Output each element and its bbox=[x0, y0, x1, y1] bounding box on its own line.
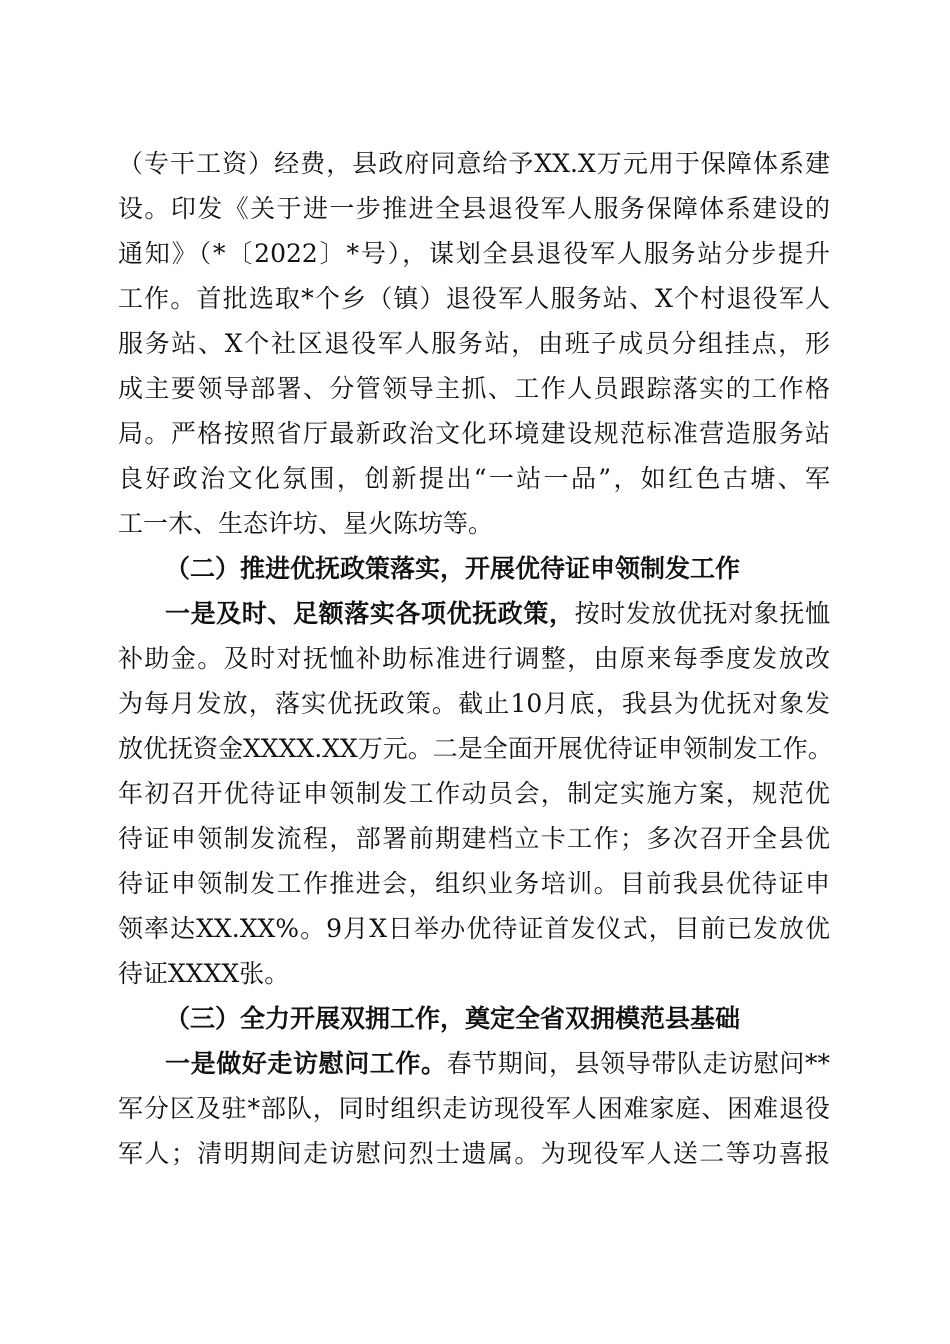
paragraph-1-line-2: 设。印发《关于进一步推进全县退役军人服务保障体系建设的 bbox=[118, 194, 830, 223]
paragraph-2-line-4: 放优抚资金XXXX.XX万元。二是全面开展优待证申领制发工作。 bbox=[118, 734, 833, 763]
paragraph-2-line-6: 待证申领制发流程，部署前期建档立卡工作；多次召开全县优 bbox=[118, 824, 830, 853]
paragraph-1-line-4: 工作。首批选取*个乡（镇）退役军人服务站、X个村退役军人 bbox=[118, 284, 830, 313]
paragraph-1-line-5: 服务站、X个社区退役军人服务站，由班子成员分组挂点，形 bbox=[118, 329, 830, 358]
paragraph-3-line-3: 军人；清明期间走访慰问烈士遗属。为现役军人送二等功喜报 bbox=[118, 1139, 830, 1168]
paragraph-1-line-9: 工一木、生态许坊、星火陈坊等。 bbox=[118, 509, 494, 538]
paragraph-2-line-5: 年初召开优待证申领制发工作动员会，制定实施方案，规范优 bbox=[118, 779, 830, 808]
paragraph-3-lead: 一是做好走访慰问工作。 bbox=[165, 1049, 447, 1078]
paragraph-2-line-3: 为每月发放，落实优抚政策。截止10月底，我县为优抚对象发 bbox=[118, 689, 830, 718]
paragraph-1-line-6: 成主要领导部署、分管领导主抓、工作人员跟踪落实的工作格 bbox=[118, 374, 830, 403]
paragraph-2-line-1 bbox=[165, 594, 830, 634]
paragraph-2-lead: 一是及时、足额落实各项优抚政策， bbox=[165, 599, 575, 628]
section-heading-2: （二）推进优抚政策落实，开展优待证申领制发工作 bbox=[165, 554, 741, 583]
section-heading-3: （三）全力开展双拥工作，奠定全省双拥模范县基础 bbox=[165, 1004, 741, 1033]
paragraph-2-line-1-rest: 按时发放优抚对象抚恤 bbox=[574, 599, 830, 628]
paragraph-1-line-3: 通知》（*〔2022〕*号），谋划全县退役军人服务站分步提升 bbox=[118, 239, 830, 268]
paragraph-3-line-1 bbox=[165, 1044, 830, 1084]
paragraph-3-line-1-rest: 春节期间，县领导带队走访慰问** bbox=[446, 1049, 830, 1078]
paragraph-3-line-2: 军分区及驻*部队，同时组织走访现役军人困难家庭、困难退役 bbox=[118, 1094, 830, 1123]
paragraph-2-line-8: 领率达XX.XX%。9月X日举办优待证首发仪式，目前已发放优 bbox=[118, 914, 830, 943]
paragraph-2-line-9: 待证XXXX张。 bbox=[118, 959, 290, 988]
paragraph-1-line-7: 局。严格按照省厅最新政治文化环境建设规范标准营造服务站 bbox=[118, 419, 830, 448]
paragraph-2-line-2: 补助金。及时对抚恤补助标准进行调整，由原来每季度发放改 bbox=[118, 644, 830, 673]
paragraph-1-line-8: 良好政治文化氛围，创新提出“一站一品”，如红色古塘、军 bbox=[118, 464, 830, 493]
paragraph-1-line-1: （专干工资）经费，县政府同意给予XX.X万元用于保障体系建 bbox=[118, 149, 830, 178]
paragraph-2-line-7: 待证申领制发工作推进会，组织业务培训。目前我县优待证申 bbox=[118, 869, 830, 898]
